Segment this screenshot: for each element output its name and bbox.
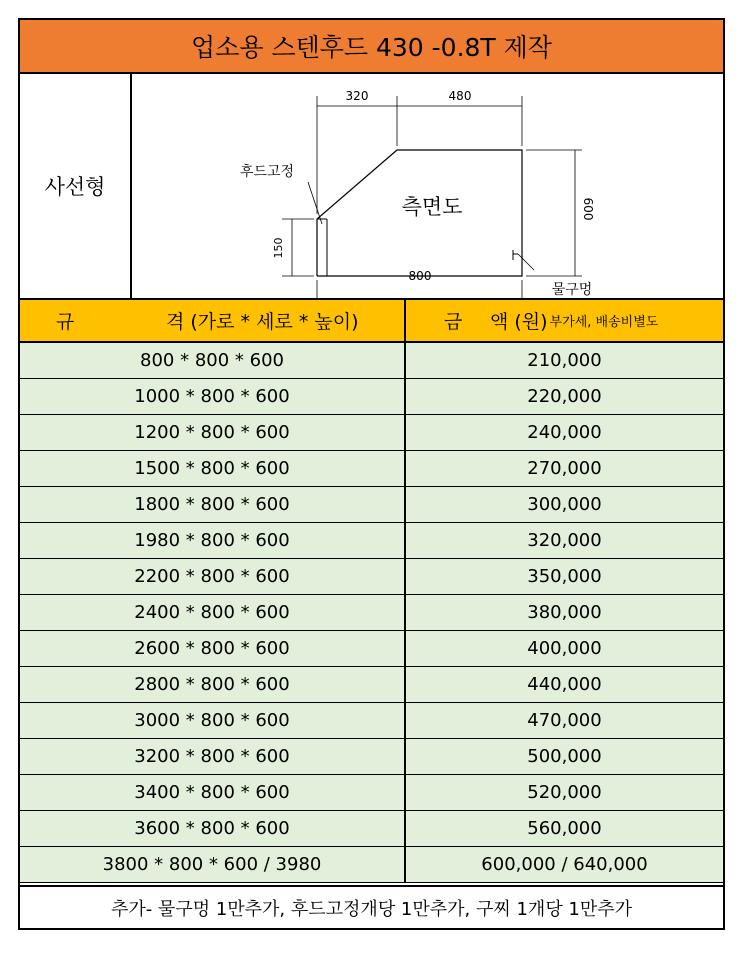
- table-header: [20, 300, 723, 343]
- hood-type-label: 사선형: [20, 74, 132, 298]
- table-row: [20, 379, 723, 415]
- price-cell: 320,000: [527, 530, 602, 551]
- hood-fix-label: 후드고정: [239, 164, 295, 180]
- table-row: [20, 739, 723, 775]
- price-cell: 500,000: [527, 746, 602, 767]
- spec-cell: 800 * 800 * 600: [20, 343, 406, 378]
- table-body: [20, 343, 723, 883]
- table-row: [20, 595, 723, 631]
- table-row: [20, 415, 723, 451]
- price-table: [20, 300, 723, 883]
- spec-cell: 2400 * 800 * 600: [20, 595, 406, 630]
- table-row: [20, 667, 723, 703]
- spec-cell: 3000 * 800 * 600: [20, 703, 406, 738]
- table-row: [20, 343, 723, 379]
- price-cell: 210,000: [527, 350, 602, 371]
- price-header-note: 부가세, 배송비별도: [549, 315, 659, 330]
- table-row: [20, 523, 723, 559]
- table-row: [20, 559, 723, 595]
- table-row: [20, 703, 723, 739]
- price-cell: 300,000: [527, 494, 602, 515]
- side-view-diagram: [132, 74, 723, 298]
- side-view-label: 측면도: [401, 195, 463, 219]
- spec-cell: 1980 * 800 * 600: [20, 523, 406, 558]
- price-cell: 400,000: [527, 638, 602, 659]
- price-cell: 600,000 / 640,000: [481, 854, 648, 875]
- dim-top-right: 480: [448, 89, 472, 103]
- price-sheet: [18, 18, 725, 930]
- spec-cell: 3600 * 800 * 600: [20, 811, 406, 846]
- price-cell: 440,000: [527, 674, 602, 695]
- spec-cell: 2200 * 800 * 600: [20, 559, 406, 594]
- hood-type-row: [20, 74, 723, 300]
- table-row: [20, 487, 723, 523]
- spec-cell: 3200 * 800 * 600: [20, 739, 406, 774]
- price-header-b: 액 (원): [490, 311, 548, 333]
- spec-cell: 1500 * 800 * 600: [20, 451, 406, 486]
- spec-cell: 3400 * 800 * 600: [20, 775, 406, 810]
- dim-height: 600: [581, 197, 595, 221]
- spec-cell: 1800 * 800 * 600: [20, 487, 406, 522]
- dim-top-left: 320: [345, 89, 369, 103]
- table-row: [20, 631, 723, 667]
- spec-column-header: [20, 300, 406, 341]
- dim-small-height: 150: [272, 237, 285, 259]
- dim-bottom: 800: [408, 269, 432, 283]
- spec-header-b: 격 (가로 * 세로 * 높이): [166, 311, 359, 333]
- page-title: 업소용 스텐후드 430 -0.8T 제작: [20, 20, 723, 74]
- price-cell: 470,000: [527, 710, 602, 731]
- price-cell: 560,000: [527, 818, 602, 839]
- table-row: [20, 847, 723, 883]
- price-cell: 380,000: [527, 602, 602, 623]
- table-row: [20, 451, 723, 487]
- spec-cell: 2600 * 800 * 600: [20, 631, 406, 666]
- price-cell: 350,000: [527, 566, 602, 587]
- spec-cell: 3800 * 800 * 600 / 3980: [20, 847, 406, 882]
- table-row: [20, 811, 723, 847]
- spec-header-a: 규: [56, 311, 75, 333]
- price-cell: 220,000: [527, 386, 602, 407]
- table-row: [20, 775, 723, 811]
- side-view-drawing: [132, 74, 723, 298]
- drain-hole-label: 물구멍: [551, 282, 593, 298]
- extra-cost-note: 추가- 물구멍 1만추가, 후드고정개당 1만추가, 구찌 1개당 1만추가: [20, 885, 723, 928]
- price-header-a: 금: [444, 311, 463, 333]
- price-cell: 270,000: [527, 458, 602, 479]
- spec-cell: 2800 * 800 * 600: [20, 667, 406, 702]
- price-column-header: [406, 300, 723, 341]
- spec-cell: 1000 * 800 * 600: [20, 379, 406, 414]
- spec-cell: 1200 * 800 * 600: [20, 415, 406, 450]
- price-cell: 520,000: [527, 782, 602, 803]
- price-cell: 240,000: [527, 422, 602, 443]
